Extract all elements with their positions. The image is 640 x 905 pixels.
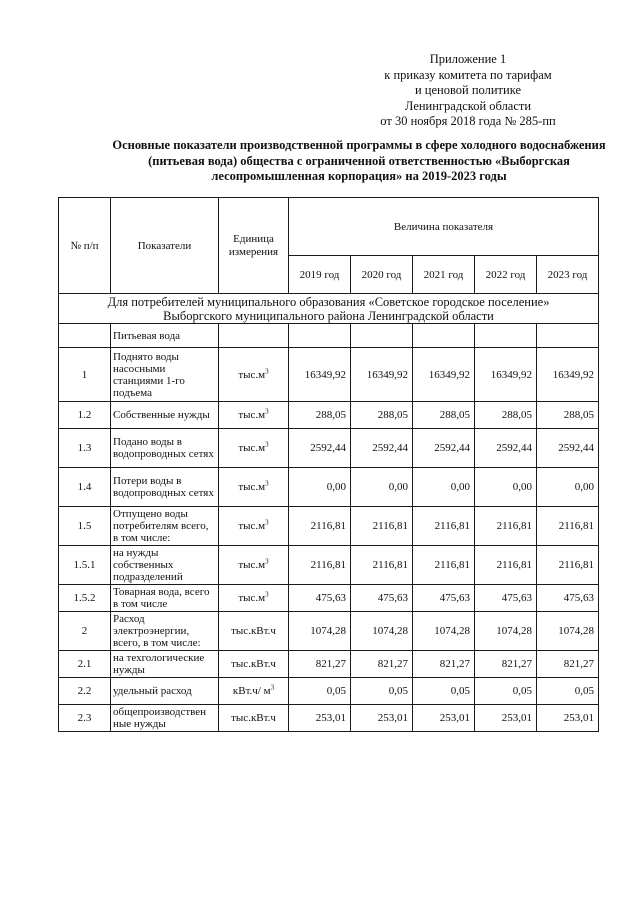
row-indicator: удельный расход	[111, 678, 219, 705]
subsection-num-cell	[59, 324, 111, 348]
row-value: 0,05	[537, 678, 599, 705]
row-indicator: Отпущено воды потребителям всего, в том числе:	[111, 507, 219, 546]
row-unit	[219, 429, 289, 468]
row-value: 253,01	[537, 705, 599, 732]
subsection-empty-cell	[219, 324, 289, 348]
row-value: 253,01	[413, 705, 475, 732]
appendix-line-1: Приложение 1	[429, 52, 507, 66]
table-row	[59, 705, 599, 732]
row-value: 1074,28	[289, 612, 351, 651]
section-line-1: Для потребителей муниципального образования «Советское городское поселение»	[107, 294, 550, 309]
row-value: 0,00	[475, 468, 537, 507]
row-value: 253,01	[289, 705, 351, 732]
row-value: 288,05	[475, 402, 537, 429]
row-value: 475,63	[413, 585, 475, 612]
row-unit-text: тыс.м	[238, 559, 266, 571]
row-value: 1074,28	[475, 612, 537, 651]
row-value: 0,05	[351, 678, 413, 705]
row-value: 0,00	[351, 468, 413, 507]
row-unit-superscript: 3	[265, 518, 269, 527]
table-body	[59, 294, 599, 732]
row-value: 2116,81	[537, 507, 599, 546]
row-value: 2116,81	[289, 546, 351, 585]
row-unit	[219, 546, 289, 585]
table-row	[59, 612, 599, 651]
row-unit-superscript: 3	[265, 440, 269, 449]
subsection-empty-cell	[475, 324, 537, 348]
row-num: 1.2	[59, 402, 111, 429]
row-value: 16349,92	[537, 348, 599, 402]
header-num: № п/п	[59, 198, 111, 294]
row-indicator: на техгологические нужды	[111, 651, 219, 678]
row-value: 1074,28	[351, 612, 413, 651]
header-year: 2019 год	[289, 256, 351, 294]
row-num: 1.4	[59, 468, 111, 507]
row-indicator: Товарная вода, всего в том числе	[111, 585, 219, 612]
row-unit-text: тыс.м	[238, 592, 266, 604]
row-value: 821,27	[351, 651, 413, 678]
row-value: 2116,81	[351, 507, 413, 546]
header-value-group: Величина показателя	[289, 198, 599, 256]
row-unit	[219, 678, 289, 705]
row-unit	[219, 468, 289, 507]
row-unit	[219, 612, 289, 651]
row-unit-superscript: 3	[265, 557, 269, 566]
table-row	[59, 468, 599, 507]
row-unit-text: тыс.м	[238, 442, 266, 454]
row-num: 1.5.2	[59, 585, 111, 612]
title-line-1: Основные показатели производственной программы в сфере холодного водоснабжения	[112, 138, 606, 152]
header-year: 2021 год	[413, 256, 475, 294]
row-num: 2.3	[59, 705, 111, 732]
header-indicator: Показатели	[111, 198, 219, 294]
table-row	[59, 651, 599, 678]
row-num: 1.5	[59, 507, 111, 546]
row-unit-text: кВт.ч/ м	[232, 685, 271, 697]
row-value: 16349,92	[413, 348, 475, 402]
row-unit	[219, 705, 289, 732]
table-row	[59, 402, 599, 429]
row-unit-text: тыс.кВт.ч	[231, 658, 276, 670]
row-num: 2.2	[59, 678, 111, 705]
row-unit-text: тыс.м	[238, 368, 266, 381]
row-unit-superscript: 3	[265, 590, 269, 599]
appendix-line-5: от 30 ноября 2018 года № 285-пп	[380, 114, 556, 128]
table-row	[59, 678, 599, 705]
row-value: 2116,81	[413, 546, 475, 585]
appendix-line-4: Ленинградской области	[404, 98, 532, 113]
row-value: 288,05	[537, 402, 599, 429]
row-value: 16349,92	[289, 348, 351, 402]
row-num: 2	[59, 612, 111, 651]
row-value: 0,00	[413, 468, 475, 507]
indicators-table	[58, 197, 599, 732]
row-value: 0,00	[537, 468, 599, 507]
row-indicator: Подано воды в водопроводных сетях	[111, 429, 219, 468]
subsection-empty-cell	[351, 324, 413, 348]
table-row	[59, 429, 599, 468]
row-value: 475,63	[289, 585, 351, 612]
appendix-line-3: и ценовой политике	[414, 83, 522, 97]
row-unit	[219, 585, 289, 612]
row-num: 1.5.1	[59, 546, 111, 585]
row-num: 1.3	[59, 429, 111, 468]
row-value: 1074,28	[537, 612, 599, 651]
row-value: 475,63	[475, 585, 537, 612]
row-value: 288,05	[413, 402, 475, 429]
row-unit-text: тыс.кВт.ч	[231, 712, 276, 724]
row-unit	[219, 507, 289, 546]
subsection-empty-cell	[289, 324, 351, 348]
subsection-label: Питьевая вода	[111, 324, 219, 348]
row-value: 2116,81	[351, 546, 413, 585]
header-year: 2023 год	[537, 256, 599, 294]
title-line-3: лесопромышленная корпорация» на 2019-2023 годы	[211, 169, 507, 183]
table-header	[59, 198, 599, 294]
row-value: 2592,44	[537, 429, 599, 468]
row-indicator: общепроизводствен ные нужды	[111, 705, 219, 732]
row-value: 288,05	[289, 402, 351, 429]
row-value: 0,05	[413, 678, 475, 705]
section-heading	[59, 294, 599, 324]
row-unit	[219, 348, 289, 402]
row-unit-superscript: 3	[270, 683, 275, 692]
table-row	[59, 546, 599, 585]
row-value: 0,05	[475, 678, 537, 705]
row-value: 2592,44	[413, 429, 475, 468]
header-unit: Единица измерения	[219, 198, 289, 294]
row-value: 2116,81	[475, 546, 537, 585]
row-indicator: Расход электроэнергии, всего, в том числе:	[111, 612, 219, 651]
appendix-line-2: к приказу комитета по тарифам	[384, 67, 552, 82]
row-value: 1074,28	[413, 612, 475, 651]
row-value: 253,01	[475, 705, 537, 732]
row-value: 2116,81	[475, 507, 537, 546]
section-line-2: Выборгского муниципального района Ленинградской области	[163, 308, 494, 323]
row-value: 2592,44	[289, 429, 351, 468]
table-row	[59, 348, 599, 402]
header-year: 2022 год	[475, 256, 537, 294]
row-unit-text: тыс.м	[238, 520, 266, 532]
document-title	[94, 138, 624, 185]
row-value: 821,27	[475, 651, 537, 678]
table-row	[59, 507, 599, 546]
row-indicator: на нужды собственных подразделений	[111, 546, 219, 585]
row-indicator: Собственные нужды	[111, 402, 219, 429]
row-unit	[219, 651, 289, 678]
row-indicator: Поднято воды насосными станциями 1-го подъема	[111, 348, 219, 402]
subsection-empty-cell	[537, 324, 599, 348]
row-value: 475,63	[537, 585, 599, 612]
row-value: 821,27	[289, 651, 351, 678]
row-value: 475,63	[351, 585, 413, 612]
row-value: 821,27	[413, 651, 475, 678]
row-value: 2592,44	[351, 429, 413, 468]
row-unit-superscript: 3	[265, 479, 269, 488]
row-value: 288,05	[351, 402, 413, 429]
row-value: 2116,81	[537, 546, 599, 585]
row-value: 0,05	[289, 678, 351, 705]
row-unit-superscript: 3	[265, 407, 269, 416]
row-unit-text: тыс.кВт.ч	[231, 625, 276, 637]
table-row	[59, 585, 599, 612]
row-value: 2116,81	[289, 507, 351, 546]
row-num: 1	[59, 348, 111, 402]
row-unit-text: тыс.м	[238, 409, 266, 421]
row-value: 821,27	[537, 651, 599, 678]
row-value: 16349,92	[475, 348, 537, 402]
row-unit-text: тыс.м	[238, 481, 266, 493]
row-value: 0,00	[289, 468, 351, 507]
row-indicator: Потери воды в водопроводных сетях	[111, 468, 219, 507]
row-unit-superscript: 3	[265, 366, 269, 375]
row-value: 2592,44	[475, 429, 537, 468]
subsection-empty-cell	[413, 324, 475, 348]
title-line-2: (питьевая вода) общества с ограниченной ответственностью «Выборгская	[148, 153, 570, 168]
appendix-block	[348, 52, 588, 130]
row-value: 2116,81	[413, 507, 475, 546]
row-value: 16349,92	[351, 348, 413, 402]
row-num: 2.1	[59, 651, 111, 678]
header-year: 2020 год	[351, 256, 413, 294]
row-value: 253,01	[351, 705, 413, 732]
row-unit	[219, 402, 289, 429]
